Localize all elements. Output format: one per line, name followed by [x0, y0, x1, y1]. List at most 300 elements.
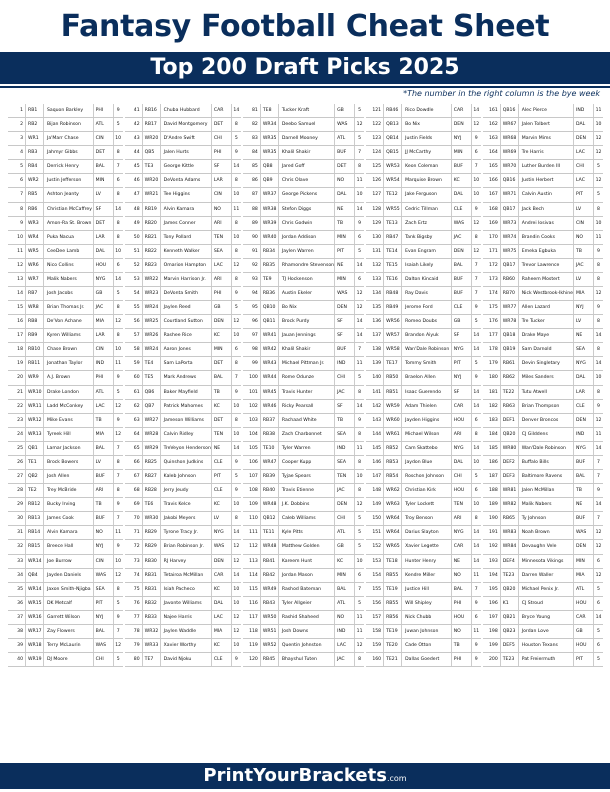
- pick-team: HOU: [452, 484, 472, 497]
- pick-rank: 157: [366, 611, 384, 624]
- pick-row: [8, 329, 123, 343]
- pick-pos: QB16: [501, 104, 519, 117]
- pick-row: [8, 414, 123, 428]
- pick-pos: QB4: [26, 569, 44, 582]
- pick-team: BUF: [94, 470, 114, 483]
- pick-row: [8, 273, 123, 287]
- pick-name: Zach Ertz: [402, 217, 452, 230]
- pick-name: CJ Stroud: [519, 597, 574, 610]
- pick-rank: 65: [125, 442, 143, 455]
- pick-name: Bo Nix: [402, 118, 452, 131]
- pick-rank: 47: [125, 188, 143, 201]
- pick-row: [8, 569, 123, 583]
- pick-rank: 181: [483, 386, 501, 399]
- pick-team: BAL: [94, 442, 114, 455]
- pick-row: [8, 442, 123, 456]
- pick-team: ARI: [452, 428, 472, 441]
- pick-name: Joe Burrow: [44, 555, 94, 568]
- pick-row: [483, 583, 603, 597]
- pick-pos: TE16: [384, 273, 402, 286]
- pick-rank: 139: [366, 357, 384, 370]
- pick-name: Raheem Mostert: [519, 273, 574, 286]
- pick-team: BUF: [94, 512, 114, 525]
- pick-team: MIN: [452, 146, 472, 159]
- pick-rank: 177: [483, 329, 501, 342]
- pick-bye: 6: [474, 488, 478, 494]
- pick-pos: RB22: [143, 245, 161, 258]
- pick-pos: WR12: [26, 414, 44, 427]
- pick-row: [483, 653, 603, 667]
- pick-team: BAL: [335, 583, 355, 596]
- pick-row: [483, 526, 603, 540]
- pick-rank: 185: [483, 442, 501, 455]
- pick-row: [125, 273, 241, 287]
- pick-name: Alvin Kamara: [44, 526, 94, 539]
- pick-name: Michael Penix Jr.: [519, 583, 574, 596]
- pick-team: NYJ: [94, 540, 114, 553]
- pick-name: Justin Herbert: [519, 174, 574, 187]
- pick-rank: 22: [8, 400, 26, 413]
- pick-name: Drake London: [44, 386, 94, 399]
- pick-pos: QB12: [261, 512, 279, 525]
- pick-bye: 12: [233, 262, 240, 268]
- pick-row: [243, 259, 364, 273]
- pick-team: TB: [94, 498, 114, 511]
- pick-pos: RB9: [26, 329, 44, 342]
- pick-bye: 8: [358, 459, 362, 465]
- pick-name: Isiah Pacheco: [161, 583, 212, 596]
- pick-bye: 14: [473, 347, 480, 353]
- pick-name: Sam LaPorta: [161, 357, 212, 370]
- pick-rank: 104: [243, 428, 261, 441]
- pick-pos: WR10: [26, 386, 44, 399]
- pick-bye: 12: [115, 319, 122, 325]
- pick-pos: RB37: [261, 414, 279, 427]
- pick-bye: 7: [474, 291, 478, 297]
- pick-rank: 6: [8, 174, 26, 187]
- pick-row: [125, 301, 241, 315]
- pick-name: De'Von Achane: [44, 315, 94, 328]
- pick-team: GB: [335, 540, 355, 553]
- pick-team: ATL: [335, 526, 355, 539]
- pick-bye: 8: [597, 347, 600, 353]
- pick-rank: 175: [483, 301, 501, 314]
- pick-pos: WR13: [26, 428, 44, 441]
- pick-pos: WR73: [501, 217, 519, 230]
- pick-bye: 12: [473, 122, 480, 128]
- pick-team: KC: [452, 174, 472, 187]
- pick-row: [243, 625, 364, 639]
- pick-pos: RB11: [26, 357, 44, 370]
- pick-team: NYG: [574, 357, 594, 370]
- pick-pos: QB7: [143, 400, 161, 413]
- pick-name: Ty Johnson: [519, 512, 574, 525]
- pick-rank: 79: [125, 639, 143, 652]
- pick-pos: RB32: [143, 597, 161, 610]
- pick-pos: RB19: [143, 203, 161, 216]
- pick-name: Brock Bowers: [44, 456, 94, 469]
- pick-row: [366, 357, 481, 371]
- pick-team: WAS: [212, 540, 232, 553]
- pick-bye: 12: [595, 178, 602, 184]
- pick-name: DK Metcalf: [44, 597, 94, 610]
- pick-bye: 7: [474, 262, 478, 268]
- pick-name: Jerry Jeudy: [161, 484, 212, 497]
- pick-pos: WR21: [143, 188, 161, 201]
- pick-name: Travis Etienne: [279, 484, 335, 497]
- pick-row: [483, 146, 603, 160]
- pick-row: [366, 273, 481, 287]
- pick-row: [243, 132, 364, 146]
- pick-bye: 14: [356, 262, 363, 268]
- pick-pos: QB5: [143, 146, 161, 159]
- pick-rank: 74: [125, 569, 143, 582]
- pick-team: DEN: [574, 132, 594, 145]
- pick-rank: 56: [125, 315, 143, 328]
- pick-pos: TE6: [143, 498, 161, 511]
- pick-pos: WR28: [143, 428, 161, 441]
- pick-team: JAC: [94, 301, 114, 314]
- pick-name: Marquise Brown: [402, 174, 452, 187]
- pick-row: [243, 273, 364, 287]
- pick-name: Quentin Johnston: [279, 639, 335, 652]
- pick-team: LAC: [574, 174, 594, 187]
- pick-rank: 110: [243, 512, 261, 525]
- pick-rank: 127: [366, 188, 384, 201]
- pick-pos: WR26: [143, 329, 161, 342]
- pick-bye: 8: [358, 657, 362, 663]
- pick-row: [366, 245, 481, 259]
- pick-row: [8, 203, 123, 217]
- pick-pos: RB36: [261, 287, 279, 300]
- pick-pos: RB62: [501, 371, 519, 384]
- pick-pos: QB21: [501, 611, 519, 624]
- pick-row: [483, 555, 603, 569]
- pick-bye: 5: [358, 544, 362, 550]
- pick-row: [483, 118, 603, 132]
- pick-name: Ray Davis: [402, 287, 452, 300]
- pick-pos: QB8: [261, 160, 279, 173]
- pick-team: HOU: [574, 639, 594, 652]
- pick-rank: 153: [366, 555, 384, 568]
- pick-bye: 9: [474, 136, 478, 142]
- pick-bye: 6: [358, 276, 362, 282]
- pick-name: Calvin Ridley: [161, 428, 212, 441]
- pick-bye: 8: [234, 516, 238, 522]
- pick-pos: TE2: [26, 484, 44, 497]
- pick-pos: TE8: [261, 104, 279, 117]
- pick-rank: 20: [8, 371, 26, 384]
- pick-pos: WR83: [501, 526, 519, 539]
- pick-bye: 5: [116, 291, 120, 297]
- pick-bye: 12: [595, 150, 602, 156]
- pick-pos: QB17: [501, 203, 519, 216]
- pick-team: BUF: [335, 146, 355, 159]
- pick-name: Miles Sanders: [519, 371, 574, 384]
- pick-bye: 8: [358, 164, 362, 170]
- pick-team: BUF: [335, 343, 355, 356]
- pick-team: JAC: [335, 653, 355, 666]
- pick-team: TB: [574, 484, 594, 497]
- pick-name: Darnell Mooney: [279, 132, 335, 145]
- pick-name: Jaylen Reed: [161, 301, 212, 314]
- pick-row: [483, 329, 603, 343]
- pick-row: [366, 315, 481, 329]
- pick-pos: WR54: [384, 174, 402, 187]
- pick-name: Will Shipley: [402, 597, 452, 610]
- pick-row: [243, 371, 364, 385]
- pick-team: NE: [574, 498, 594, 511]
- pick-pos: RB2: [26, 118, 44, 131]
- pick-name: Jakobi Meyers: [161, 512, 212, 525]
- pick-rank: 85: [243, 160, 261, 173]
- pick-pos: WR56: [384, 315, 402, 328]
- pick-name: Jordan Mason: [279, 569, 335, 582]
- pick-row: [125, 526, 241, 540]
- pick-rank: 61: [125, 386, 143, 399]
- pick-row: [243, 498, 364, 512]
- pick-name: Tyjae Spears: [279, 470, 335, 483]
- pick-name: Ashton Jeanty: [44, 188, 94, 201]
- pick-name: Cam Skattebo: [402, 442, 452, 455]
- pick-team: GB: [335, 104, 355, 117]
- pick-pos: WR3: [26, 217, 44, 230]
- pick-name: Tutu Atwell: [519, 386, 574, 399]
- pick-pos: WR78: [501, 315, 519, 328]
- pick-name: Kareem Hunt: [279, 555, 335, 568]
- pick-team: CLE: [212, 653, 232, 666]
- pick-bye: 9: [116, 417, 120, 423]
- pick-team: SF: [94, 203, 114, 216]
- pick-team: PIT: [452, 357, 472, 370]
- pick-row: [483, 386, 603, 400]
- pick-rank: 93: [243, 273, 261, 286]
- pick-team: DET: [94, 217, 114, 230]
- pick-pos: RB14: [26, 526, 44, 539]
- pick-bye: 14: [233, 108, 240, 113]
- pick-name: Deebo Samuel: [279, 118, 335, 131]
- pick-bye: 5: [234, 474, 238, 480]
- pick-bye: 11: [356, 361, 363, 367]
- pick-row: [125, 245, 241, 259]
- pick-rank: 101: [243, 386, 261, 399]
- subtitle-banner: Top 200 Draft Picks 2025: [0, 52, 610, 84]
- pick-pos: TE10: [261, 442, 279, 455]
- pick-row: [366, 653, 481, 667]
- pick-pos: WR34: [261, 118, 279, 131]
- pick-row: [8, 583, 123, 597]
- pick-row: [483, 470, 603, 484]
- pick-team: LV: [574, 273, 594, 286]
- pick-row: [8, 371, 123, 385]
- pick-rank: 92: [243, 259, 261, 272]
- pick-name: Noah Brown: [519, 526, 574, 539]
- pick-team: NYG: [452, 343, 472, 356]
- pick-name: Jalen Hurts: [161, 146, 212, 159]
- pick-row: [366, 555, 481, 569]
- pick-bye: 7: [358, 586, 362, 592]
- pick-bye: 10: [595, 375, 602, 381]
- pick-rank: 39: [8, 639, 26, 652]
- pick-bye: 14: [115, 276, 122, 282]
- pick-name: Trevor Lawrence: [519, 259, 574, 272]
- pick-pos: TE23: [501, 653, 519, 666]
- pick-team: BUF: [452, 287, 472, 300]
- pick-bye: 8: [234, 276, 238, 282]
- pick-name: George Kittle: [161, 160, 212, 173]
- pick-pos: WR43: [261, 357, 279, 370]
- pick-row: [483, 569, 603, 583]
- pick-bye: 14: [233, 530, 240, 536]
- pick-bye: 14: [356, 319, 363, 325]
- picks-column: [8, 104, 123, 758]
- brand-name: PrintYourBrackets: [203, 765, 387, 786]
- pick-bye: 14: [356, 403, 363, 409]
- pick-bye: 10: [233, 192, 240, 198]
- pick-pos: WR24: [143, 301, 161, 314]
- pick-bye: 5: [597, 628, 600, 634]
- pick-team: NO: [574, 231, 594, 244]
- pick-pos: DEF4: [501, 555, 519, 568]
- pick-rank: 167: [483, 188, 501, 201]
- pick-name: Houston Texans: [519, 639, 574, 652]
- pick-row: [243, 456, 364, 470]
- pick-rank: 24: [8, 428, 26, 441]
- pick-bye: 9: [234, 488, 238, 494]
- pick-name: TreVeyon Henderson: [161, 442, 212, 455]
- pick-team: PHI: [212, 287, 232, 300]
- pick-team: CLE: [212, 484, 232, 497]
- pick-rank: 166: [483, 174, 501, 187]
- pick-rank: 54: [125, 287, 143, 300]
- pick-pos: RB27: [143, 470, 161, 483]
- pick-row: [483, 174, 603, 188]
- pick-name: Jaylen Warren: [279, 245, 335, 258]
- pick-bye: 14: [473, 530, 480, 536]
- pick-bye: 8: [116, 234, 120, 240]
- pick-row: [8, 315, 123, 329]
- pick-team: CAR: [452, 104, 472, 117]
- pick-team: GB: [574, 625, 594, 638]
- pick-name: Austin Ekeler: [279, 287, 335, 300]
- pick-bye: 10: [233, 403, 240, 409]
- pick-rank: 62: [125, 400, 143, 413]
- pick-row: [125, 329, 241, 343]
- pick-name: Juwan Johnson: [402, 625, 452, 638]
- pick-team: WAS: [94, 569, 114, 582]
- pick-bye: 8: [474, 516, 478, 522]
- pick-name: Saquon Barkley: [44, 104, 94, 117]
- pick-row: [243, 287, 364, 301]
- pick-pos: RB49: [384, 301, 402, 314]
- pick-name: Chris Olave: [279, 174, 335, 187]
- pick-team: CHI: [574, 160, 594, 173]
- pick-bye: 5: [358, 530, 362, 536]
- pick-rank: 41: [125, 104, 143, 117]
- pick-rank: 141: [366, 386, 384, 399]
- pick-name: DeVonta Adams: [161, 174, 212, 187]
- picks-column: [483, 104, 603, 758]
- pick-pos: RB70: [501, 287, 519, 300]
- pick-rank: 159: [366, 639, 384, 652]
- pick-row: [243, 555, 364, 569]
- pick-pos: WR11: [26, 400, 44, 413]
- pick-name: Brian Robinson Jr.: [161, 540, 212, 553]
- pick-rank: 77: [125, 611, 143, 624]
- pick-name: Cade Otton: [402, 639, 452, 652]
- pick-rank: 125: [366, 160, 384, 173]
- pick-bye: 14: [115, 206, 122, 212]
- pick-pos: WR22: [143, 273, 161, 286]
- pick-row: [483, 132, 603, 146]
- pick-team: ARI: [212, 273, 232, 286]
- pick-rank: 73: [125, 555, 143, 568]
- pick-rank: 162: [483, 118, 501, 131]
- pick-name: TJ Hockenson: [279, 273, 335, 286]
- pick-name: Malik Nabers: [44, 273, 94, 286]
- pick-row: [243, 188, 364, 202]
- pick-bye: 11: [356, 628, 363, 634]
- pick-name: Bryce Young: [519, 611, 574, 624]
- pick-pos: WR64: [384, 512, 402, 525]
- pick-team: KC: [212, 498, 232, 511]
- pick-team: JAC: [452, 231, 472, 244]
- pick-rank: 198: [483, 625, 501, 638]
- pick-name: Justin Jefferson: [44, 174, 94, 187]
- bye-week-note: *The number in the right column is the bye week: [403, 89, 600, 98]
- pick-team: ATL: [94, 386, 114, 399]
- pick-name: J.K. Dobbins: [279, 498, 335, 511]
- pick-team: SEA: [335, 428, 355, 441]
- pick-name: Jaydon Blue: [402, 456, 452, 469]
- pick-row: [366, 526, 481, 540]
- pick-pos: WR37: [261, 188, 279, 201]
- pick-row: [366, 414, 481, 428]
- pick-name: Jake Ferguson: [402, 188, 452, 201]
- pick-bye: 8: [597, 276, 600, 282]
- pick-name: Jahmyr Gibbs: [44, 146, 94, 159]
- pick-team: CIN: [94, 555, 114, 568]
- pick-pos: QB20: [501, 428, 519, 441]
- pick-name: Josh Downs: [279, 625, 335, 638]
- pick-rank: 97: [243, 329, 261, 342]
- pick-row: [8, 188, 123, 202]
- pick-pos: QB17: [501, 259, 519, 272]
- pick-pos: QB20: [501, 583, 519, 596]
- pick-bye: 5: [597, 657, 600, 663]
- pick-pos: WR58: [384, 343, 402, 356]
- brand-tld: .com: [386, 774, 407, 783]
- pick-bye: 10: [233, 600, 240, 606]
- pick-team: IND: [335, 625, 355, 638]
- pick-bye: 10: [233, 333, 240, 339]
- pick-pos: QB16: [501, 174, 519, 187]
- pick-team: IND: [335, 442, 355, 455]
- pick-row: [366, 301, 481, 315]
- pick-bye: 5: [597, 192, 600, 198]
- pick-name: Patrick Mahomes: [161, 400, 212, 413]
- pick-name: Xavier Worthy: [161, 639, 212, 652]
- pick-team: LAC: [574, 146, 594, 159]
- pick-bye: 12: [595, 572, 602, 578]
- pick-rank: 165: [483, 160, 501, 173]
- pick-rank: 19: [8, 357, 26, 370]
- pick-rank: 29: [8, 498, 26, 511]
- pick-rank: 96: [243, 315, 261, 328]
- pick-team: WAS: [94, 639, 114, 652]
- pick-rank: 91: [243, 245, 261, 258]
- pick-rank: 103: [243, 414, 261, 427]
